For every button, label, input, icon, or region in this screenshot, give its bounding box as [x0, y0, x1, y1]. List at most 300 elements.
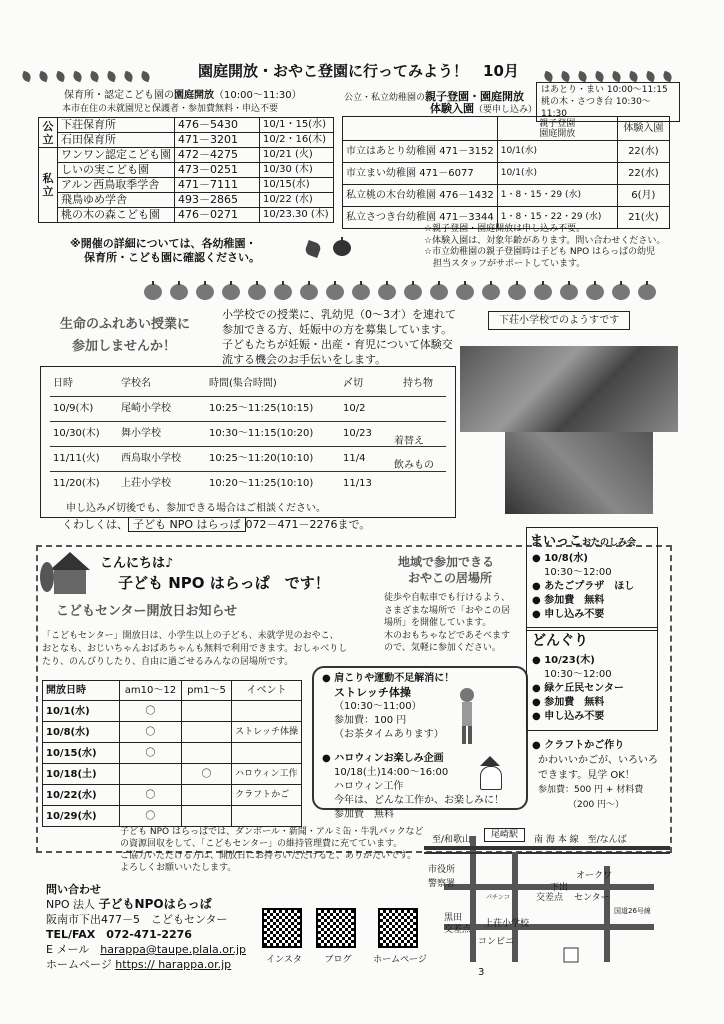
- kinder-tel: 471－3152: [439, 146, 494, 157]
- stretch-fee: 参加費：100 円: [334, 715, 407, 726]
- fruit-icon: [326, 284, 344, 300]
- craft-desc1: かわいいかごが、いろいろ: [538, 755, 658, 766]
- center-desc: [42, 630, 347, 669]
- qr-label: インスタ: [266, 955, 302, 965]
- center-pm: [181, 743, 231, 764]
- leaf-icon: [21, 71, 33, 83]
- school-date: 11/11(火): [50, 446, 118, 471]
- maikko-fee-text: 参加費 無料: [544, 595, 605, 606]
- center-row: [43, 785, 302, 806]
- kinder-trial: 21(火): [617, 207, 669, 229]
- kinder-col-open: 親子登園 園庭開放: [497, 117, 617, 141]
- school-row: [50, 471, 446, 496]
- nursery-date: 10/15(水): [260, 178, 334, 193]
- place-desc-line: 徒歩や自転車でも行けるよう、: [384, 593, 511, 603]
- fruit-icon: [378, 284, 396, 300]
- school-row: [50, 421, 446, 446]
- page-number: 3: [478, 967, 485, 978]
- fruit-icon: [638, 284, 656, 300]
- center-am: 〇: [119, 806, 181, 827]
- nursery-date: 10/2・16(木): [260, 133, 334, 148]
- center-date: 10/8(水): [43, 722, 120, 743]
- fruit-icon: [170, 284, 188, 300]
- center-row: [43, 701, 302, 722]
- header-leaves-left: [18, 66, 154, 85]
- kinder-heading-line2: [430, 103, 537, 116]
- school-school: 西鳥取小学校: [118, 446, 206, 471]
- stretch-event: [322, 672, 454, 742]
- leaf-icon: [140, 71, 152, 83]
- fruit-icon: [300, 284, 318, 300]
- leaf-icon: [577, 71, 589, 83]
- contact-web-label: ホームページ: [46, 958, 112, 971]
- maikko-place: ● あたごプラザ ほし: [532, 581, 635, 592]
- donguri-place: ● 緑ケ丘民センター: [532, 683, 624, 694]
- maikko-place-text: あたごプラザ ほし: [544, 581, 635, 592]
- center-pm: [181, 701, 231, 722]
- qr-label: ホームページ: [373, 955, 427, 965]
- school-desc-line: 子どもたちが妊娠・出産・育児について体験交: [222, 338, 453, 351]
- fruit-icon: [248, 284, 266, 300]
- map-label-kuroda-crossing: 交差点: [444, 925, 472, 935]
- leaf-icon: [662, 71, 674, 83]
- school-foot-2: [62, 518, 370, 532]
- stretch-lead: ● 肩こりや運動不足解消に！: [322, 673, 455, 684]
- center-date: 10/18(土): [43, 764, 120, 785]
- leaf-icon: [543, 71, 555, 83]
- place-title-1: 地域で参加できる: [398, 555, 495, 569]
- confirm-line2: 保育所・こども園に確認ください。: [84, 251, 260, 264]
- kinder-name: 市立はあとり幼稚園: [346, 146, 436, 157]
- leaf-icon: [89, 71, 101, 83]
- center-am: 〇: [119, 785, 181, 806]
- maikko-apply: ● 申し込み不要: [532, 609, 605, 620]
- nursery-group-label: 公立: [39, 118, 58, 148]
- school-items: [394, 430, 434, 478]
- nursery-date: 10/1・15(水): [260, 118, 334, 133]
- nursery-name: 桃の木の森こども園: [58, 208, 175, 223]
- maikko-title-main: まいっこ: [530, 534, 583, 549]
- nursery-tel: 473－0251: [175, 163, 260, 178]
- kinder-table: [342, 116, 670, 229]
- school-date: 10/30(木): [50, 421, 118, 446]
- school-foot-1: 申し込み〆切後でも、参加できる場合はご相談ください。: [66, 503, 326, 514]
- nursery-date: 10/23.30 (木): [260, 208, 334, 223]
- craft-title: ● クラフトかご作り: [532, 740, 625, 751]
- nursery-time: （10:00～11:30）: [214, 90, 302, 101]
- nursery-row: [39, 208, 334, 223]
- kinder-note: ☆市立幼稚園の親子登園時は子ども NPO はらっぱの幼児: [424, 247, 656, 257]
- kinder-note: 担当スタッフがサポートしています。: [424, 258, 586, 269]
- school-foot-pre: くわしくは、: [62, 518, 128, 531]
- contact-web[interactable]: https:// harappa.or.jp: [115, 958, 232, 971]
- center-hello: こんにちは♪: [100, 556, 174, 571]
- qr-homepage[interactable]: [372, 908, 428, 966]
- qr-instagram[interactable]: [262, 908, 306, 966]
- contact-address: 阪南市下出477－5 こどもセンター: [46, 913, 228, 926]
- center-row: [43, 806, 302, 827]
- center-am: 〇: [119, 701, 181, 722]
- center-date: 10/29(水): [43, 806, 120, 827]
- school-deadline: 11/13: [340, 471, 400, 496]
- nursery-heading-prefix: 保育所・認定こども園の: [64, 90, 174, 101]
- school-row: [50, 396, 446, 421]
- contact-org: 子どもNPOはらっぱ: [98, 897, 212, 911]
- contact-org-pre: NPO 法人: [46, 898, 96, 911]
- halloween-title: ● ハロウィンお楽しみ企画: [322, 753, 444, 764]
- school-title-1: 生命のふれあい授業に: [60, 317, 191, 332]
- contact-heading: 問い合わせ: [46, 883, 101, 896]
- map-label-kuroda: 黒田: [444, 913, 463, 923]
- kinder-open: 1・8・15・29 (水): [497, 185, 617, 207]
- nursery-row: [39, 133, 334, 148]
- kinder-tel: 471－3344: [439, 212, 494, 223]
- stretch-figure-icon: [454, 688, 480, 746]
- center-event: クラフトかご: [232, 785, 302, 806]
- donguri-fee: ● 参加費 無料: [532, 697, 605, 708]
- contact-email-line: [46, 942, 246, 957]
- nursery-group-label: 私立: [39, 148, 58, 223]
- donguri-fee-text: 参加費 無料: [544, 697, 605, 708]
- leaf-icon: [38, 71, 50, 83]
- nursery-tel: 493－2865: [175, 193, 260, 208]
- center-am: 〇: [119, 722, 181, 743]
- kinder-name: 私立さつき台幼稚園: [346, 212, 436, 223]
- nursery-date: 10/21 (火): [260, 148, 334, 163]
- stretch-lead-text: 肩こりや運動不足解消に！: [334, 673, 455, 684]
- map-line-right: 南 海 本 線 至/なんば: [534, 835, 627, 845]
- school-deadline: 11/4: [340, 446, 400, 471]
- nursery-date: 10/22 (水): [260, 193, 334, 208]
- halloween-fee: 参加費 無料: [334, 809, 394, 820]
- nursery-tel: 472－4275: [175, 148, 260, 163]
- center-col-event: イベント: [232, 681, 302, 701]
- kinder-open: 1・8・15・22・29 (水): [497, 207, 617, 229]
- map-line-left: 至/和歌山: [432, 835, 472, 845]
- photo-caption: 下荘小学校でのようすです: [488, 311, 630, 330]
- leaf-icon: [72, 71, 84, 83]
- school-deadline: 10/2: [340, 396, 400, 421]
- halloween-desc: 今年は、どんな工作か、お楽しみに！: [334, 795, 504, 806]
- school-item: 着替え: [394, 436, 424, 447]
- nursery-tel: 471－7111: [175, 178, 260, 193]
- kinder-row: [343, 185, 670, 207]
- school-title: [60, 314, 190, 358]
- center-pm: [181, 785, 231, 806]
- school-time: 10:25～11:20(10:10): [206, 446, 340, 471]
- halloween-sub: ハロウィン工作: [334, 781, 404, 792]
- school-row: [50, 446, 446, 471]
- school-desc-line: 参加できる方、妊娠中の方を募集しています。: [222, 323, 453, 336]
- fruit-icon: [196, 284, 214, 300]
- school-foot-org: 子ども NPO はらっぱ: [128, 517, 246, 532]
- place-desc-line: 場所」を開催しています。: [384, 618, 492, 628]
- leaf-icon: [611, 71, 623, 83]
- center-col-date: 開放日時: [43, 681, 120, 701]
- nursery-name: アルン西鳥取季学舎: [58, 178, 175, 193]
- school-time: 10:20～11:25(10:10): [206, 471, 340, 496]
- fruit-icon: [222, 284, 240, 300]
- contact-org-line: [46, 897, 246, 912]
- center-event: [232, 743, 302, 764]
- nursery-row: [39, 118, 334, 133]
- qr-code-icon: [316, 908, 356, 948]
- contact-email[interactable]: harappa@taupe.plala.or.jp: [100, 943, 247, 956]
- kinder-name: 私立桃の木台幼稚園: [346, 190, 436, 201]
- donguri-title: どんぐり: [532, 633, 588, 649]
- school-desc-line: 流する機会のお手伝いをします。: [222, 353, 387, 366]
- kinder-tel: 471－6077: [419, 168, 474, 179]
- kinder-tel: 476－1432: [439, 190, 494, 201]
- fruit-icon: [404, 284, 422, 300]
- maikko-title-small: おたのしみ会: [582, 538, 637, 548]
- kinder-trial: 22(水): [617, 163, 669, 185]
- kinder-notes: [424, 224, 665, 270]
- fruit-icon: [586, 284, 604, 300]
- map-station: 尾崎駅: [484, 828, 525, 842]
- kinder-note: ☆親子登園・園庭開放は申し込み不要。: [424, 224, 586, 234]
- center-title: 子ども NPO はらっぱ です！: [118, 574, 330, 592]
- center-desc-line: おとなも、おじいちゃんおばあちゃんも無料で利用できます。おしゃべりし: [42, 644, 348, 654]
- place-desc-line: 木のおもちゃなどであそべます: [384, 630, 511, 641]
- donguri-apply: ● 申し込み不要: [532, 711, 605, 722]
- map-label-pachinko: パチンコ: [486, 894, 510, 901]
- school-item: 飲みもの: [394, 460, 434, 471]
- craft-fee: 参加費：500 円 + 材料費: [538, 785, 644, 795]
- map-label-route26: 国道26号線: [614, 907, 651, 915]
- maikko-apply-text: 申し込み不要: [544, 609, 605, 620]
- school-deadline: 10/23: [340, 421, 400, 446]
- page-title: 園庭開放・おやこ登園に行ってみよう！ 10月: [198, 62, 519, 80]
- fruit-divider: [140, 284, 680, 304]
- school-col-deadline: 〆切: [343, 378, 363, 390]
- donguri-time: 10:30～12:00: [544, 669, 612, 680]
- school-col-name: 学校名: [121, 378, 151, 390]
- maikko-time: 10:30～12:00: [544, 567, 612, 578]
- kinder-name-cell: [343, 141, 498, 163]
- qr-blog[interactable]: [316, 908, 360, 966]
- leaf-icon: [594, 71, 606, 83]
- center-event: ハロウィン工作: [232, 764, 302, 785]
- nursery-date: 10/30 (木): [260, 163, 334, 178]
- map-label-center: センター: [574, 893, 610, 903]
- nursery-name: 飛鳥ゆめ学舎: [58, 193, 175, 208]
- kinder-open: 10/1(水): [497, 163, 617, 185]
- kinder-heading-main1: 親子登園・園庭開放: [425, 90, 525, 103]
- fruit-icon: [482, 284, 500, 300]
- map-label-school: 上荘小学校: [484, 919, 530, 929]
- nursery-row: [39, 163, 334, 178]
- kinder-row: [343, 163, 670, 185]
- nursery-name: ワンワン認定こども園: [58, 148, 175, 163]
- kinder-heading-note: （要申し込み）: [474, 105, 538, 115]
- leaf-icon: [123, 71, 135, 83]
- map-label-shimode: 下出: [550, 883, 569, 893]
- confirm-line1: ※開催の詳細については、各幼稚園・: [70, 237, 257, 250]
- map-label-police: 警察署: [428, 879, 456, 889]
- kinder-col-blank: [343, 117, 498, 141]
- leaf-icon: [106, 71, 118, 83]
- leaf-icon: [645, 71, 657, 83]
- fruit-icon: [274, 284, 292, 300]
- school-foot-tel: 072－471－2276まで。: [245, 518, 371, 531]
- center-row: [43, 722, 302, 743]
- leaf-icon: [55, 71, 67, 83]
- confirm-note: [70, 237, 260, 265]
- leaf-icon: [304, 240, 322, 258]
- recycle-line: 子ども NPO はらっぱでは、ダンボール・新聞・アルミ缶・牛乳パックなど: [120, 827, 424, 837]
- kinder-note: ☆体験入園は、対象年齢があります。問い合わせください。: [424, 235, 666, 246]
- center-pm: [181, 806, 231, 827]
- nursery-tel: 476－5430: [175, 118, 260, 133]
- nursery-heading-main: 園庭開放: [174, 90, 214, 101]
- nursery-heading: [64, 89, 302, 102]
- center-pm: 〇: [181, 764, 231, 785]
- stretch-title: ストレッチ体操: [334, 686, 411, 699]
- house-icon: [44, 552, 96, 598]
- center-event: [232, 806, 302, 827]
- map-label-okuwa: オークワ: [576, 871, 613, 881]
- kinder-name: 市立まい幼稚園: [346, 168, 416, 179]
- fruit-icon: [560, 284, 578, 300]
- leaf-icon: [628, 71, 640, 83]
- nursery-name: しいの実こども園: [58, 163, 175, 178]
- fruit-icon: [144, 284, 162, 300]
- center-row: [43, 764, 302, 785]
- school-table: [50, 372, 446, 496]
- donguri-details: [532, 654, 624, 724]
- kinder-open: 10/1(水): [497, 141, 617, 163]
- place-desc-line: ので、気軽に参加ください。: [384, 643, 501, 653]
- halloween-time: 10/18(土)14:00～16:00: [334, 767, 449, 778]
- recycle-line: よろしくお願いいたします。: [120, 863, 237, 873]
- maikko-date-text: 10/8(水): [544, 553, 588, 564]
- fruit-icon: [430, 284, 448, 300]
- craft-title-text: クラフトかご作り: [544, 740, 625, 751]
- center-am: [119, 764, 181, 785]
- center-desc-line: 「こどもセンター」開放日は、小学生以上の子ども、未就学児のおやこ、: [42, 631, 339, 641]
- kinder-trial: 22(水): [617, 141, 669, 163]
- kinder-col-trial: 体験入園: [617, 117, 669, 141]
- leaf-icon: [560, 71, 572, 83]
- school-date: 11/20(木): [50, 471, 118, 496]
- center-am: 〇: [119, 743, 181, 764]
- school-school: 舞小学校: [118, 421, 206, 446]
- center-col-am: am10～12: [119, 681, 181, 701]
- craft-fee2: （200 円～）: [568, 800, 625, 810]
- stretch-note: （お茶タイムあります）: [334, 729, 444, 740]
- nursery-row: [39, 148, 334, 163]
- center-event: ストレッチ体操: [232, 722, 302, 743]
- kinder-heading-prefix: 公立・私立幼稚園の: [344, 93, 426, 103]
- class-photo-top: [460, 346, 678, 432]
- nursery-name: 下荘保育所: [58, 118, 175, 133]
- map-label-convenience: コンビニ: [478, 937, 515, 947]
- craft-desc2: できます。見学 OK！: [538, 770, 635, 781]
- fruit-icon: [534, 284, 552, 300]
- kinder-time-2: 桃の木・さつき台 10:30～11:30: [541, 97, 651, 119]
- qr-code-icon: [262, 908, 302, 948]
- craft-event: [532, 738, 658, 813]
- place-desc-line: さまざまな場所で「おやこの居: [384, 605, 511, 616]
- school-col-date: 日時: [53, 378, 73, 390]
- place-desc: [384, 592, 510, 655]
- recycle-line: の資源回収をして、「こどもセンター」の維持管理費に充てています。: [120, 839, 403, 849]
- place-title-2: おやこの居場所: [408, 571, 493, 585]
- nursery-tel: 471－3201: [175, 133, 260, 148]
- nursery-table: [38, 117, 334, 223]
- qr-code-icon: [378, 908, 418, 948]
- kinder-trial: 6(月): [617, 185, 669, 207]
- center-date: 10/22(水): [43, 785, 120, 806]
- ghost-icon: [476, 756, 504, 788]
- nursery-row: [39, 193, 334, 208]
- school-time: 10:30～11:15(10:20): [206, 421, 340, 446]
- center-row: [43, 743, 302, 764]
- donguri-date-text: 10/23(木): [544, 655, 595, 666]
- chestnut-icon: [333, 240, 351, 256]
- school-desc: [222, 307, 456, 367]
- nursery-tel: 476－0271: [175, 208, 260, 223]
- map-label-crossing: 交差点: [536, 893, 564, 903]
- nursery-row: [39, 178, 334, 193]
- center-pm: [181, 722, 231, 743]
- place-title: [398, 554, 494, 586]
- maikko-details: [532, 552, 634, 622]
- school-title-2: 参加しませんか！: [72, 339, 177, 354]
- school-date: 10/9(木): [50, 396, 118, 421]
- contact-tel: TEL/FAX 072-471-2276: [46, 928, 192, 941]
- nursery-name: 石田保育所: [58, 133, 175, 148]
- fruit-icon: [352, 284, 370, 300]
- maikko-title: [530, 530, 636, 549]
- stretch-time: （10:30～11:00）: [334, 701, 422, 712]
- kinder-name-cell: [343, 163, 498, 185]
- school-time: 10:25～11:25(10:15): [206, 396, 340, 421]
- center-date: 10/15(水): [43, 743, 120, 764]
- school-school: 尾崎小学校: [118, 396, 206, 421]
- school-items-cell: [400, 396, 446, 421]
- class-photo-bottom: [505, 432, 653, 514]
- kinder-heading-main2: 体験入園: [430, 102, 474, 115]
- school-desc-line: 小学校での授業に、乳幼児（0～3才）を連れて: [222, 308, 456, 321]
- contact-email-label: E メール: [46, 943, 90, 956]
- map-label-cityhall: 市役所: [428, 865, 456, 875]
- kinder-time-1: はあとり・まい 10:00～11:15: [541, 85, 668, 95]
- halloween-title-text: ハロウィンお楽しみ企画: [334, 753, 444, 764]
- center-table: [42, 680, 302, 827]
- autumn-illustration: [302, 240, 358, 270]
- kinder-row: [343, 141, 670, 163]
- maikko-date: ● 10/8(水): [532, 553, 588, 564]
- kinder-name-cell: [343, 185, 498, 207]
- access-map: [424, 826, 670, 966]
- recycle-line: ご協力いただける方は、開放日にお持ちいただけると、ありがたいです。: [120, 851, 417, 861]
- fruit-icon: [456, 284, 474, 300]
- donguri-apply-text: 申し込み不要: [544, 711, 605, 722]
- donguri-place-text: 緑ケ丘民センター: [544, 683, 624, 694]
- center-subtitle: こどもセンター開放日お知らせ: [56, 604, 238, 619]
- center-desc-line: たり、のんびりしたり、自由に過ごせるみんなの居場所です。: [42, 657, 294, 667]
- qr-label: ブログ: [324, 955, 352, 965]
- contact-web-line: [46, 957, 246, 972]
- center-date: 10/1(水): [43, 701, 120, 722]
- fruit-icon: [508, 284, 526, 300]
- center-event: [232, 701, 302, 722]
- recycle-note: [120, 826, 424, 874]
- school-col-items: 持ち物: [403, 378, 433, 390]
- contact-block: [46, 882, 246, 972]
